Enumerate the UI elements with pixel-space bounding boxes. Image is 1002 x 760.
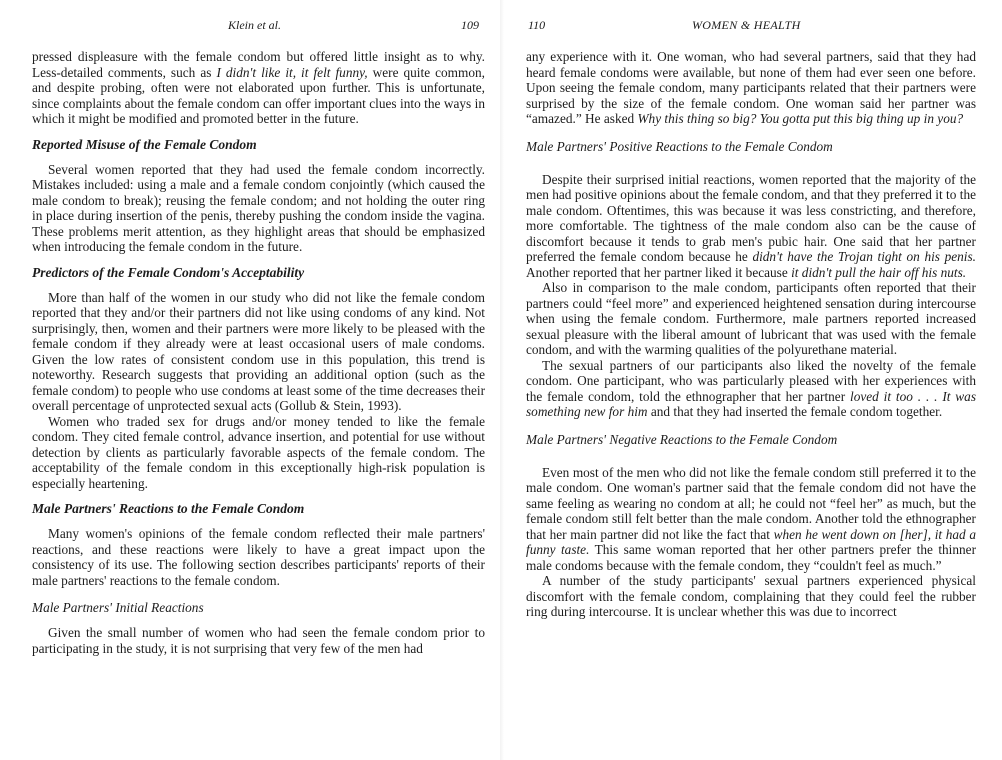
- page-number-right: 110: [528, 18, 546, 32]
- text-run: Many women's opinions of the female condom reflected their male partners' reactions, and these reactions were likely to have a great impact upon the consistency of its use. The following section describes participants' reports of their male partners' reactions to the female condom.: [32, 526, 485, 588]
- subsection-heading: Male Partners' Initial Reactions: [32, 600, 204, 615]
- italic-quote: it didn't pull the hair off his nuts.: [791, 264, 967, 280]
- text-run: were quite common, and despite probing, often were not elaborated upon further. This is unfortunate, since complaints about the female condom can offer important clues into the ways in which it might be modified and promoted better in the future.: [32, 64, 485, 126]
- text-run: Another reported that her partner liked it because: [526, 264, 792, 280]
- italic-quote: I didn't like it, it felt funny,: [216, 64, 368, 80]
- text-run: any experience with it. One woman, who had several partners, said that they had heard female condoms were available, but none of them had ever seen one before. Upon seeing the female condom, many participants related that their partners were surprised by the size of the female condom. One woman said her partner was “amazed.” He asked: [526, 49, 976, 126]
- body-paragraph: [526, 172, 976, 281]
- right-page: [502, 0, 1002, 760]
- left-page-body: [32, 49, 485, 656]
- text-run: pressed displeasure with the female condom but offered little insight as to why. Less-detailed comments, such as: [32, 49, 485, 80]
- section-heading: Predictors of the Female Condom's Acceptability: [32, 264, 305, 280]
- running-head-left: [32, 18, 485, 37]
- text-run: Despite their surprised initial reactions, women reported that the majority of the men had positive opinions about the female condom, and that they preferred it to the male condom. Oftentimes, this was because it was less constricting, and therefore, more comfortable. The tightness of the male condom also can be the cause of discomfort because it tends to grab men's pubic hair. One said that her partner preferred the female condom because he: [526, 171, 976, 264]
- running-head-journal: WOMEN & HEALTH: [692, 18, 801, 32]
- body-paragraph: [32, 414, 485, 492]
- page-number-left: 109: [461, 18, 479, 32]
- body-paragraph: [32, 162, 485, 255]
- italic-quote: didn't have the Trojan tight on his penis.: [752, 249, 976, 264]
- body-paragraph: [526, 280, 976, 358]
- subsection-heading: Male Partners' Positive Reactions to the Female Condom: [526, 138, 833, 154]
- section-heading: Male Partners' Reactions to the Female Condom: [32, 501, 305, 516]
- text-run: Also in comparison to the male condom, participants often reported that their partners could “feel more” and experienced heightened sensation during intercourse when using the female condom. Furthermore, male partners reported increased sexual pleasure with the liberal amount of lubricant that was used with the female condom, and with the warming qualities of the polyurethane material.: [526, 280, 976, 357]
- italic-quote: loved it too . . . It was something new for him: [526, 388, 977, 419]
- body-paragraph: [32, 625, 485, 656]
- text-run: Several women reported that they had used the female condom incorrectly. Mistakes included: using a male and a female condom conjointly (which caused the male condom to break); reusing the female condom; and not holding the outer ring in place during insertion of the penis, thereby pushing the condom inside the vagina. These problems merit attention, as they highlight areas that should be emphasized when introducing the female condom in the future.: [32, 161, 485, 254]
- body-paragraph: [526, 49, 976, 127]
- body-paragraph: [32, 290, 485, 414]
- right-page-body: [526, 49, 976, 620]
- running-head-author: Klein et al.: [228, 18, 281, 32]
- text-run: The sexual partners of our participants also liked the novelty of the female condom. One participant, who was particularly pleased with her experiences with the female condom, told the ethnographer that her partner: [526, 357, 976, 404]
- body-paragraph: [526, 573, 976, 620]
- body-paragraph: [526, 358, 976, 420]
- text-run: Given the small number of women who had seen the female condom prior to participating in the study, it is not surprising that very few of the men had: [32, 625, 485, 656]
- text-run: Women who traded sex for drugs and/or money tended to like the female condom. They cited female control, advance insertion, and potential for use without detection by clients as particularly favorable aspects of the female condom. The acceptability of the female condom in this exceptionally high-risk population is especially heartening.: [32, 413, 485, 491]
- body-paragraph: [32, 526, 485, 588]
- text-run: A number of the study participants' sexual partners experienced physical discomfort with the female condom, complaining that they could feel the rubber ring during intercourse. It is unclear whether this was due to incorrect: [526, 573, 976, 619]
- running-head-right: [526, 18, 976, 37]
- subsection-heading: Male Partners' Negative Reactions to the Female Condom: [526, 431, 838, 447]
- text-run: and that they had inserted the female condom together.: [647, 404, 943, 419]
- text-run: This same woman reported that her other partners prefer the thinner male condoms because with the female condom, they “couldn't feel as much.”: [526, 542, 977, 573]
- italic-quote: when he went down on [her], it had a funny taste.: [526, 526, 976, 557]
- section-heading: Reported Misuse of the Female Condom: [32, 136, 257, 152]
- body-paragraph: [526, 465, 976, 574]
- text-run: Even most of the men who did not like the female condom still preferred it to the male condom. One woman's partner said that the female condom did not have the same feeling as wearing no condom at all; he could not “feel her” as much, but the female condom still felt better than the male condom. Another told the ethnographer that her main partner did not like the fact that: [526, 464, 976, 542]
- italic-quote: Why this thing so big? You gotta put this big thing up in you?: [637, 111, 964, 126]
- body-paragraph: [32, 49, 485, 127]
- text-run: More than half of the women in our study who did not like the female condom reported that they and/or their partners did not like using condoms of any kind. Not surprisingly, then, women and their partners were more likely to be pleased with the female condom if they already were at least occasional users of male condoms. Given the low rates of consistent condom use in this population, this trend is noteworthy. Research suggests that providing an additional option (such as the female condom) to people who use condoms at least some of the time decreases their overall percentage of unprotected sexual acts (Gollub & Stein, 1993).: [32, 289, 485, 413]
